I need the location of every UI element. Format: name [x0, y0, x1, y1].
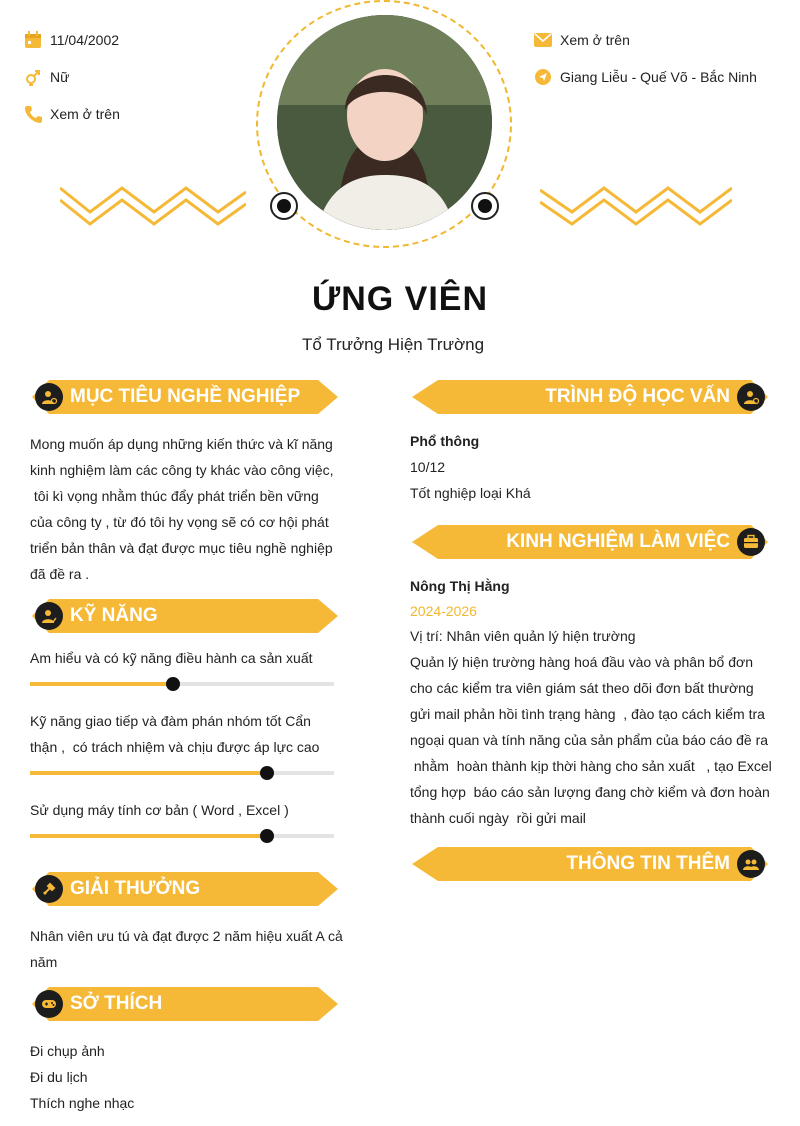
section-header-awards: GIẢI THƯỞNG: [32, 872, 338, 906]
briefcase-icon: [737, 528, 765, 556]
calendar-icon: [24, 31, 42, 49]
gender-icon: [24, 68, 42, 86]
candidate-role: Tổ Trưởng Hiện Trường: [301, 335, 485, 354]
skill-bar: [30, 834, 334, 838]
section-header-objective: MỤC TIÊU NGHỀ NGHIỆP: [32, 380, 338, 414]
contact-birthdate: 11/04/2002: [24, 31, 119, 49]
skill-bar: [30, 771, 334, 775]
experience-company: Nông Thị Hằng: [410, 578, 510, 594]
user-check-icon: [35, 602, 63, 630]
section-header-education: TRÌNH ĐỘ HỌC VẤN: [412, 380, 768, 414]
section-header-more-info: THÔNG TIN THÊM: [412, 847, 768, 881]
contact-email: Xem ở trên: [534, 31, 630, 49]
experience-period: 2024-2026: [410, 603, 477, 619]
skill-label: Sử dụng máy tính cơ bản ( Word , Excel ): [30, 802, 289, 818]
education-period: 10/12: [410, 459, 446, 475]
section-header-skills: KỸ NĂNG: [32, 599, 338, 633]
hobbies-list: [30, 1038, 350, 1116]
zigzag-decoration-right: [540, 182, 732, 232]
skill-label: Am hiểu và có kỹ năng điều hành ca sản xuất: [30, 650, 313, 666]
skill-bar: [30, 682, 334, 686]
section-header-hobbies: SỞ THÍCH: [32, 987, 338, 1021]
contact-phone: Xem ở trên: [24, 105, 120, 123]
avatar: [277, 15, 492, 230]
experience-entry: Nông Thị Hằng 2024-2026 Vị trí: Nhân viên quản lý hiện trường Quản lý hiện trường hàng hoá đầu vào và phân bổ đơn cho các kiểm tra viên giám sát theo dõi đơn bất thường gửi mail phản hồi tình trạng hàng , đào tạo cách kiểm tra ngoại quan và tính năng của sản phẩm của báo cáo đề ra nhằm hoàn thành kịp thời hàng cho sản xuất , tạo Excel tổng hợp báo cáo sản lượng đang chờ kiểm và đơn hoàn thành cuối ngày rồi gửi mail: [410, 573, 780, 831]
section-header-experience: KINH NGHIỆM LÀM VIỆC: [412, 525, 768, 559]
location-icon: [534, 68, 552, 86]
contact-address: Giang Liễu - Quế Võ - Bắc Ninh: [534, 68, 757, 86]
candidate-name: ỨNG VIÊN: [311, 280, 488, 318]
phone-icon: [24, 105, 42, 123]
list-item: Đi chụp ảnh: [30, 1043, 105, 1059]
decor-dot-right: [471, 192, 499, 220]
experience-position: Vị trí: Nhân viên quản lý hiện trường: [410, 628, 636, 644]
objective-text: Mong muốn áp dụng những kiến thức và kĩ năng kinh nghiệm làm các công ty khác vào công việc, tôi kì vọng nhằm thúc đẩy phát triển bền vững của công ty , từ đó tôi hy vọng sẽ có cơ hội phát triển bản thân và đạt được mục tiêu nghề nghiệp đã đề ra .: [30, 436, 334, 582]
contact-gender: Nữ: [24, 68, 69, 86]
graduate-icon: [737, 383, 765, 411]
skill-bar-knob: [260, 829, 274, 843]
list-item: Thích nghe nhạc: [30, 1095, 135, 1111]
education-entry: [410, 428, 780, 506]
skill-bar-knob: [166, 677, 180, 691]
email-icon: [534, 31, 552, 49]
skill-bar-knob: [260, 766, 274, 780]
list-item: Đi du lịch: [30, 1069, 88, 1085]
user-target-icon: [35, 383, 63, 411]
skill-label: Kỹ năng giao tiếp và đàm phán nhóm tốt Cẩn thận , có trách nhiệm và chịu được áp lực cao: [30, 713, 320, 755]
education-school: Phổ thông: [410, 433, 480, 449]
users-icon: [737, 850, 765, 878]
gamepad-icon: [35, 990, 63, 1018]
trophy-icon: [35, 875, 63, 903]
education-detail: Tốt nghiệp loại Khá: [410, 485, 531, 501]
zigzag-decoration-left: [60, 182, 246, 232]
awards-text: Nhân viên ưu tú và đạt được 2 năm hiệu xuất A cả năm: [30, 928, 343, 970]
decor-dot-left: [270, 192, 298, 220]
